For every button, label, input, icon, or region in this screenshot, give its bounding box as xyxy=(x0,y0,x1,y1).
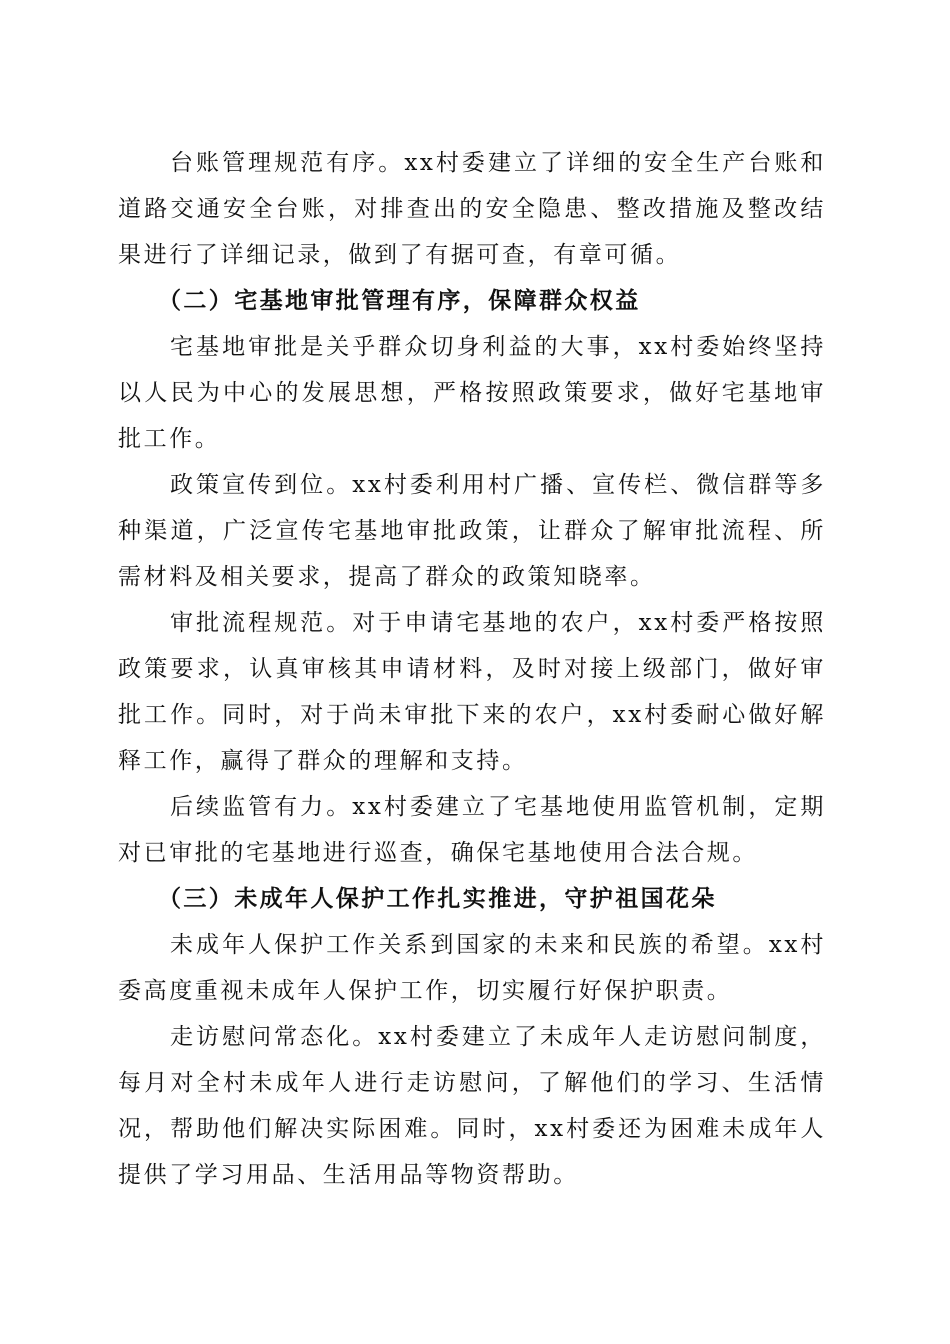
document-body xyxy=(118,140,826,1198)
paragraph-minor-protection-intro: 未成年人保护工作关系到国家的未来和民族的希望。xx村委高度重视未成年人保护工作，切实履行好保护职责。 xyxy=(118,932,826,1004)
paragraph-approval-process: 审批流程规范。对于申请宅基地的农户，xx村委严格按照政策要求，认真审核其申请材料，及时对接上级部门，做好审批工作。同时，对于尚未审批下来的农户，xx村委耐心做好解释工作，赢得了群众的理解和支持。 xyxy=(118,610,826,774)
paragraph-policy-publicity: 政策宣传到位。xx村委利用村广播、宣传栏、微信群等多种渠道，广泛宣传宅基地审批政策，让群众了解审批流程、所需材料及相关要求，提高了群众的政策知晓率。 xyxy=(118,472,826,590)
section-heading-homestead: （二）宅基地审批管理有序，保障群众权益 xyxy=(158,287,641,314)
paragraph-follow-up-supervision: 后续监管有力。xx村委建立了宅基地使用监管机制，定期对已审批的宅基地进行巡查，确保宅基地使用合法合规。 xyxy=(118,794,826,866)
paragraph-regular-visits: 走访慰问常态化。xx村委建立了未成年人走访慰问制度，每月对全村未成年人进行走访慰问，了解他们的学习、生活情况，帮助他们解决实际困难。同时，xx村委还为困难未成年人提供了学习用品、生活用品等物资帮助。 xyxy=(118,1024,826,1188)
paragraph-homestead-intro: 宅基地审批是关乎群众切身利益的大事，xx村委始终坚持以人民为中心的发展思想，严格按照政策要求，做好宅基地审批工作。 xyxy=(118,334,826,452)
section-heading-minor-protection: （三）未成年人保护工作扎实推进，守护祖国花朵 xyxy=(158,885,717,912)
paragraph-ledger-management: 台账管理规范有序。xx村委建立了详细的安全生产台账和道路交通安全台账，对排查出的安全隐患、整改措施及整改结果进行了详细记录，做到了有据可查，有章可循。 xyxy=(118,150,826,268)
